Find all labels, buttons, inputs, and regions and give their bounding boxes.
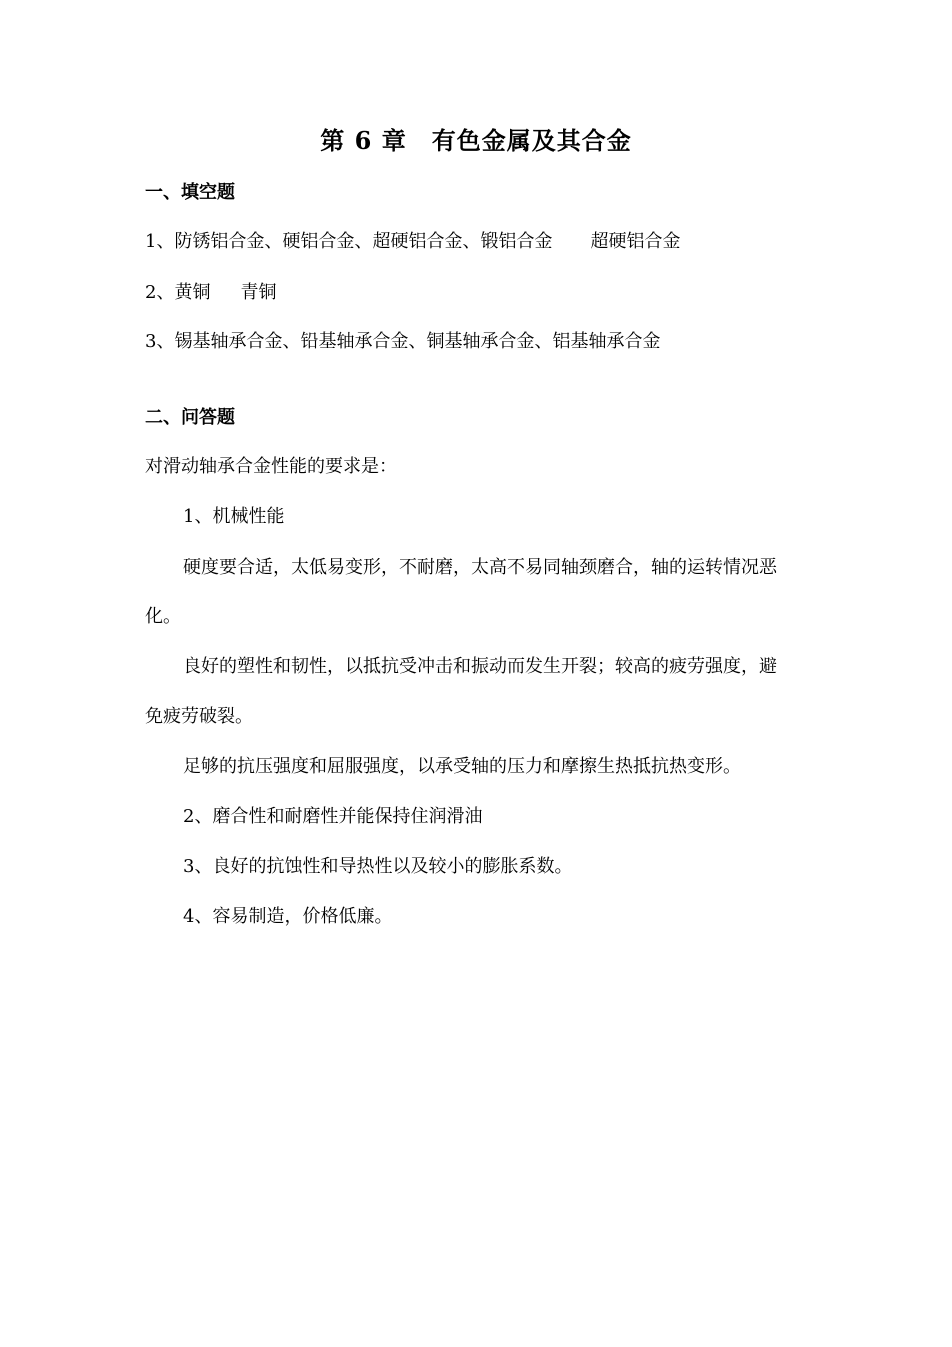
fill-in-item-3: [145, 329, 660, 355]
qa-point-4: [183, 904, 392, 930]
point-number: 4、: [183, 906, 213, 927]
fill-in-item-1: [145, 229, 680, 255]
qa-paragraph-2-line-2: 免疲劳破裂。: [145, 706, 253, 727]
qa-point-2: [183, 804, 482, 830]
item-text: 黄铜: [174, 282, 211, 303]
qa-paragraph-2-line-1: 良好的塑性和韧性，以抵抗受冲击和振动而发生开裂；较高的疲劳强度，避: [183, 656, 777, 677]
qa-paragraph-1-line-1: 硬度要合适，太低易变形，不耐磨，太高不易同轴颈磨合，轴的运转情况恶: [183, 557, 777, 578]
item-number: 1、: [145, 231, 175, 252]
point-number: 1、: [183, 506, 213, 527]
point-text: 良好的抗蚀性和导热性以及较小的膨胀系数。: [212, 856, 573, 877]
point-text: 机械性能: [212, 506, 285, 527]
point-text: 容易制造，价格低廉。: [212, 906, 393, 927]
qa-point-3: [183, 854, 572, 880]
qa-point-1: [183, 504, 284, 530]
point-number: 3、: [183, 856, 213, 877]
chapter-title: 第 6 章 有色金属及其合金: [320, 126, 632, 155]
item-text: 锡基轴承合金、铅基轴承合金、铜基轴承合金、铝基轴承合金: [174, 331, 661, 352]
qa-intro: 对滑动轴承合金性能的要求是：: [145, 456, 397, 477]
section-heading-fill-in: 一、填空题: [145, 182, 235, 203]
fill-in-item-2: [145, 280, 276, 306]
point-number: 2、: [183, 806, 213, 827]
section-heading-qa: 二、问答题: [145, 407, 235, 428]
qa-paragraph-3: 足够的抗压强度和屈服强度，以承受轴的压力和摩擦生热抵抗热变形。: [183, 756, 741, 777]
item-text: 防锈铝合金、硬铝合金、超硬铝合金、锻铝合金: [174, 231, 553, 252]
qa-paragraph-1-line-2: 化。: [145, 606, 181, 627]
point-text: 磨合性和耐磨性并能保持住润滑油: [212, 806, 483, 827]
item-answer: 超硬铝合金: [590, 231, 681, 252]
item-answer: 青铜: [240, 282, 277, 303]
item-number: 2、: [145, 282, 175, 303]
item-number: 3、: [145, 331, 175, 352]
